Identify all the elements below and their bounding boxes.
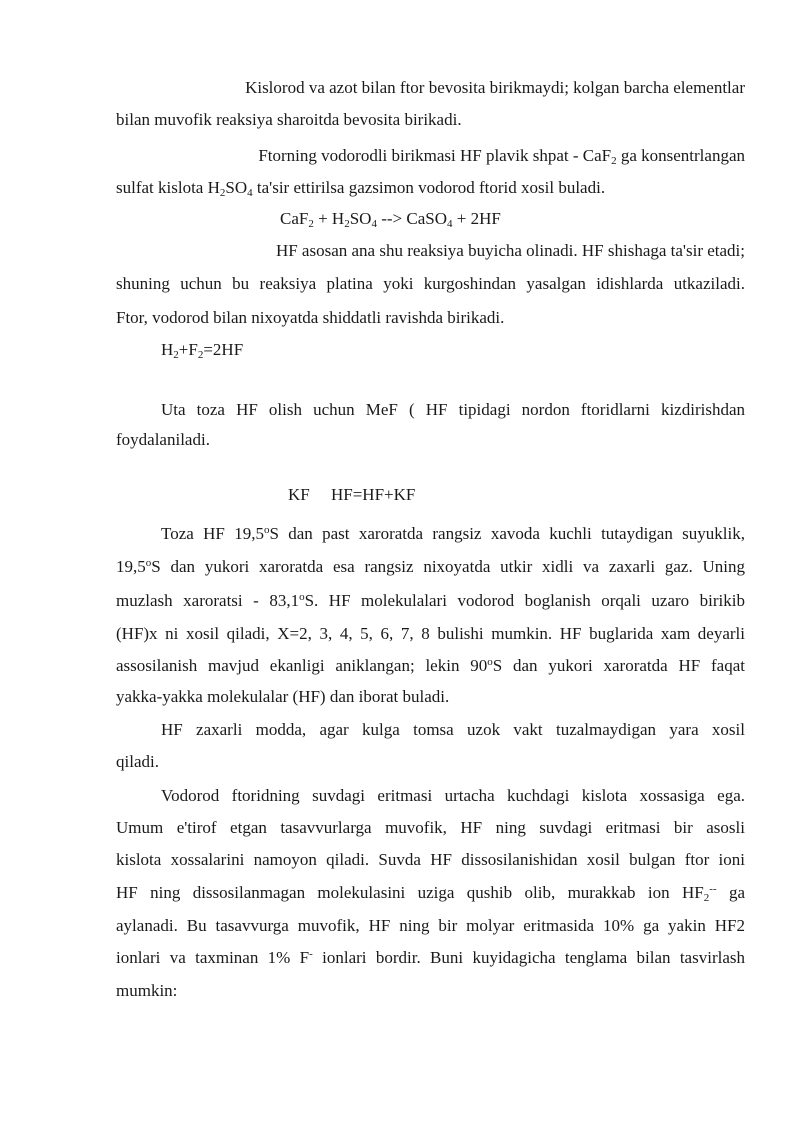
equation-caf2-h2so4 xyxy=(280,209,501,229)
text-span: --> CaSO xyxy=(376,209,447,228)
text-span: Kislorod va azot bilan ftor bevosita birikmaydi; kolgan barcha elementlar xyxy=(245,78,745,97)
text-span: Ftorning vodorodli birikmasi HF plavik shpat - CaF xyxy=(258,146,612,165)
text-span: ionlari bordir. Buni kuyidagicha tenglama bilan tasvirlash xyxy=(312,948,745,967)
text-line xyxy=(116,274,745,294)
subscript: 2 xyxy=(611,155,617,167)
superscript: o xyxy=(299,591,305,603)
text-line xyxy=(116,687,745,707)
text-span: HF asosan ana shu reaksiya buyicha olinadi. HF shishaga ta'sir etadi; xyxy=(275,241,745,260)
subscript: 2 xyxy=(197,349,204,361)
subscript: 2 xyxy=(308,218,314,230)
text-span: Uta toza HF olish uchun MeF ( HF tipidagi nordon ftoridlarni kizdirishdan xyxy=(161,400,745,419)
text-span: assosilanish mavjud ekanligi aniklangan; lekin 90 xyxy=(116,656,488,675)
text-line xyxy=(116,308,745,328)
text-span: ionlari va taxminan 1% F xyxy=(116,948,310,967)
text-span: SO xyxy=(225,178,248,197)
text-span: KF HF=HF+KF xyxy=(288,485,416,504)
text-line xyxy=(212,146,745,166)
text-line xyxy=(116,557,745,577)
text-line xyxy=(116,948,745,968)
text-span: 19,5 xyxy=(116,557,146,576)
text-line xyxy=(116,178,745,198)
superscript: o xyxy=(145,557,152,569)
subscript: 2 xyxy=(344,218,350,230)
text-line xyxy=(116,752,745,772)
text-span: HF zaxarli modda, agar kulga tomsa uzok vakt tuzalmaydigan yara xosil xyxy=(161,720,745,739)
text-span: + 2HF xyxy=(452,209,501,228)
text-span: ga konsentrlangan xyxy=(616,146,745,165)
text-line xyxy=(116,981,745,1001)
superscript: o xyxy=(263,524,270,536)
text-span: S. HF molekulalari vodorod boglanish orqali uzaro birikib xyxy=(304,591,745,610)
text-line xyxy=(116,818,745,838)
subscript: 4 xyxy=(371,218,377,230)
text-span: shuning uchun bu reaksiya platina yoki kurgoshindan yasalgan idishlarda utkaziladi. xyxy=(116,274,745,293)
text-span: S dan yukori xaroratda esa rangsiz nixoyatda utkir xidli va zaxarli gaz. Uning xyxy=(151,557,745,576)
superscript: o xyxy=(487,656,493,668)
text-span: SO xyxy=(349,209,372,228)
text-line xyxy=(116,430,745,450)
text-span: (HF)x ni xosil qiladi, X=2, 3, 4, 5, 6, 7, 8 bulishi mumkin. HF buglarida xam deyarli xyxy=(116,624,745,643)
text-span: CaF xyxy=(280,209,309,228)
text-span: yakka-yakka molekulalar (HF) dan iborat buladi. xyxy=(116,687,450,706)
equation-h2-f2 xyxy=(161,340,243,360)
text-line xyxy=(116,656,745,676)
text-span: ta'sir ettirilsa gazsimon vodorod ftorid xosil buladi. xyxy=(252,178,606,197)
subscript: 4 xyxy=(247,187,253,199)
text-span: + H xyxy=(313,209,345,228)
text-span: aylanadi. Bu tasavvurga muvofik, HF ning bir molyar eritmasida 10% ga yakin HF2 xyxy=(116,916,745,935)
text-span: HF ning dissosilanmagan molekulasini uziga qushib olib, murakkab ion HF xyxy=(116,883,704,902)
text-span: foydalaniladi. xyxy=(116,430,210,449)
text-line xyxy=(232,241,745,261)
text-line xyxy=(202,78,745,98)
text-span: qiladi. xyxy=(116,752,159,771)
text-span: muzlash xaroratsi - 83,1 xyxy=(116,591,300,610)
text-span: Vodorod ftoridning suvdagi eritmasi urtacha kuchdagi kislota xossasiga ega. xyxy=(161,786,745,805)
text-span: mumkin: xyxy=(116,981,178,1000)
text-span: sulfat kislota H xyxy=(116,178,220,197)
superscript: - xyxy=(309,948,313,960)
text-span: ga xyxy=(716,883,746,902)
superscript: -- xyxy=(709,883,717,895)
text-line xyxy=(161,400,745,420)
text-span: H xyxy=(161,340,174,359)
text-line xyxy=(116,624,745,644)
text-line xyxy=(161,524,745,544)
text-span: kislota xossalarini namoyon qiladi. Suvda HF dissosilanishidan xosil bulgan ftor ioni xyxy=(116,850,745,869)
subscript: 2 xyxy=(219,187,226,199)
subscript: 4 xyxy=(446,218,453,230)
text-span: Ftor, vodorod bilan nixoyatda shiddatli ravishda birikadi. xyxy=(116,308,505,327)
text-span: bilan muvofik reaksiya sharoitda bevosita birikadi. xyxy=(116,110,462,129)
subscript: 2 xyxy=(703,892,710,904)
text-span: +F xyxy=(178,340,198,359)
text-span: Umum e'tirof etgan tasavvurlarga muvofik, HF ning suvdagi eritmasi bir asosli xyxy=(116,818,745,837)
text-line xyxy=(116,916,745,936)
text-line xyxy=(161,720,745,740)
subscript: 2 xyxy=(173,349,179,361)
text-line xyxy=(116,850,745,870)
text-line xyxy=(116,883,745,903)
text-span: S dan past xaroratda rangsiz xavoda kuchli tutaydigan suyuklik, xyxy=(269,524,745,543)
text-span: S dan yukori xaroratda HF faqat xyxy=(492,656,745,675)
text-line xyxy=(116,591,745,611)
text-line xyxy=(116,110,745,130)
text-line xyxy=(161,786,745,806)
text-span: =2HF xyxy=(203,340,244,359)
text-span: Toza HF 19,5 xyxy=(161,524,264,543)
equation-kf-hf xyxy=(271,465,415,525)
